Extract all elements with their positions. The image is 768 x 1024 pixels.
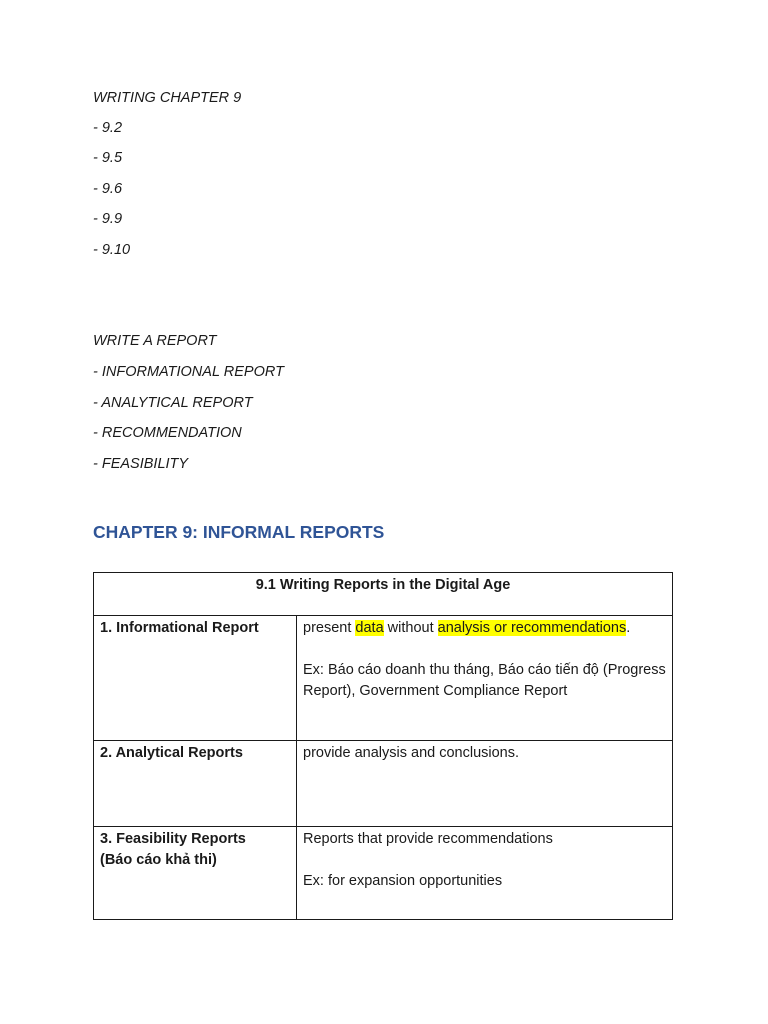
description-text: Reports that provide recommendations [303, 831, 553, 847]
description-text [303, 618, 666, 639]
table-row [94, 741, 673, 827]
description-cell [297, 827, 673, 920]
table-header-row [94, 573, 673, 616]
writing-chapter-item: - 9.10 [93, 242, 131, 258]
highlighted-text: data [355, 620, 384, 636]
write-report-title: WRITE A REPORT [93, 333, 217, 349]
writing-chapter-item: - 9.5 [93, 150, 123, 166]
description-cell [297, 616, 673, 741]
desc-part: present [303, 620, 356, 636]
example-text: Ex: Báo cáo doanh thu tháng, Báo cáo tiến độ (Progress Report), Government Compliance Report [303, 662, 666, 699]
highlighted-text: analysis or recommendations [437, 620, 627, 636]
term-line: 3. Feasibility Reports [100, 831, 246, 847]
write-report-item: - ANALYTICAL REPORT [93, 395, 253, 411]
desc-part: . [626, 620, 631, 636]
table-row [94, 616, 673, 741]
write-report-item: - INFORMATIONAL REPORT [93, 364, 284, 380]
desc-part: without [383, 620, 438, 636]
chapter-heading: CHAPTER 9: INFORMAL REPORTS [93, 522, 385, 542]
write-report-item: - FEASIBILITY [93, 456, 189, 472]
writing-chapter-item: - 9.9 [93, 211, 123, 227]
term-cell: 1. Informational Report [94, 616, 297, 741]
term-cell: 2. Analytical Reports [94, 741, 297, 827]
write-report-item: - RECOMMENDATION [93, 425, 242, 441]
table-row [94, 827, 673, 920]
table-header: 9.1 Writing Reports in the Digital Age [94, 573, 673, 616]
reports-table [93, 572, 673, 920]
writing-chapter-item: - 9.6 [93, 181, 123, 197]
writing-chapter-title: WRITING CHAPTER 9 [93, 90, 242, 106]
example-text: Ex: for expansion opportunities [303, 873, 503, 889]
writing-chapter-item: - 9.2 [93, 120, 123, 136]
description-cell: provide analysis and conclusions. [297, 741, 673, 827]
term-line: (Báo cáo khả thi) [100, 852, 217, 868]
term-cell [94, 827, 297, 920]
